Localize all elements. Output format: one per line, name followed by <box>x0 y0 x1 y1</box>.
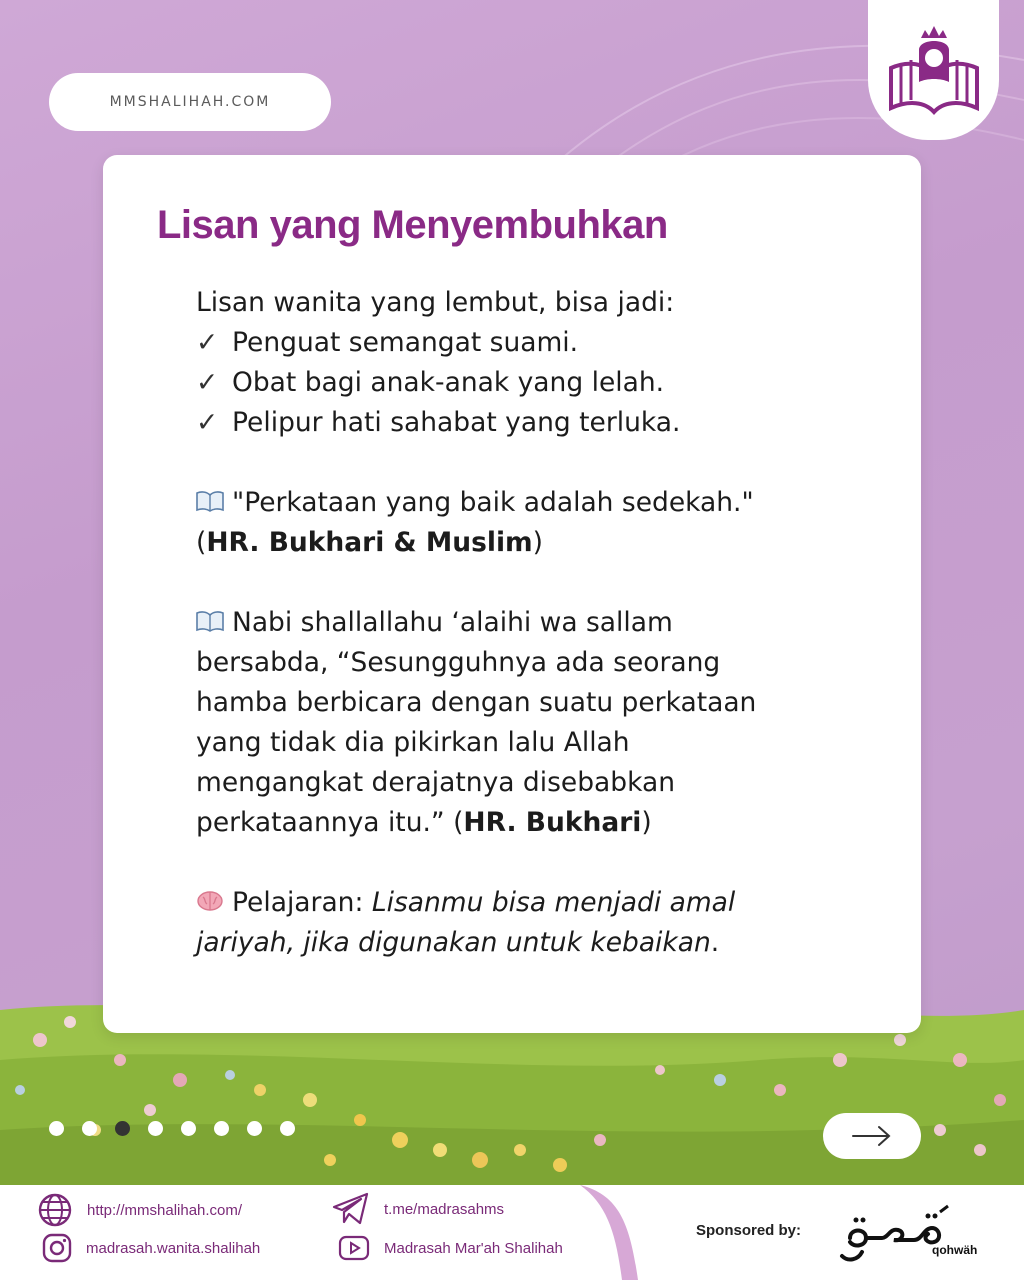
carousel-dot[interactable] <box>247 1121 262 1136</box>
carousel-dot[interactable] <box>82 1121 97 1136</box>
card-body <box>196 283 856 963</box>
telegram-icon <box>332 1192 370 1226</box>
hadith-quote: "Perkataan yang baik adalah sedekah." <box>196 483 856 523</box>
checkmark-icon: ✓ <box>196 327 219 358</box>
checklist-item: ✓ Penguat semangat suami. <box>196 323 856 363</box>
carousel-dot[interactable] <box>181 1121 196 1136</box>
brain-icon <box>196 890 224 912</box>
hadith-line: Nabi shallallahu ‘alaihi wa sallam <box>196 603 856 643</box>
footer-telegram-link[interactable]: t.me/madrasahms <box>332 1192 504 1226</box>
arrow-right-icon <box>851 1125 893 1147</box>
footer-instagram-link[interactable]: madrasah.wanita.shalihah <box>42 1233 260 1263</box>
checklist-item: ✓ Pelipur hati sahabat yang terluka. <box>196 403 856 443</box>
sponsor-label: Sponsored by: <box>696 1222 802 1239</box>
checkmark-icon: ✓ <box>196 367 219 398</box>
footer-youtube-link[interactable]: Madrasah Mar'ah Shalihah <box>338 1235 563 1261</box>
content-card <box>103 155 921 1033</box>
carousel-dots <box>49 1121 295 1136</box>
site-label-pill[interactable] <box>49 73 331 131</box>
page-title: Lisan yang Menyembuhkan <box>157 203 668 247</box>
hadith-source: (HR. Bukhari & Muslim) <box>196 527 543 558</box>
open-book-icon <box>196 610 224 632</box>
youtube-icon <box>338 1235 370 1261</box>
carousel-dot[interactable] <box>214 1121 229 1136</box>
checklist-item: ✓ Obat bagi anak-anak yang lelah. <box>196 363 856 403</box>
carousel-dot[interactable] <box>49 1121 64 1136</box>
hadith-line: bersabda, “Sesungguhnya ada seorang <box>196 647 721 678</box>
hadith-line: hamba berbicara dengan suatu perkataan <box>196 687 757 718</box>
open-book-icon <box>196 490 224 512</box>
hadith-line: perkataannya itu.” (HR. Bukhari) <box>196 807 652 838</box>
brand-logo-badge <box>868 0 999 140</box>
lesson-line: Pelajaran: Lisanmu bisa menjadi amal <box>196 883 856 923</box>
site-label: MMSHALIHAH.COM <box>109 94 271 110</box>
footer-website-link[interactable]: http://mmshalihah.com/ <box>37 1192 242 1228</box>
sponsor-name: qohwäh <box>932 1243 978 1257</box>
next-button[interactable] <box>823 1113 921 1159</box>
book-crown-logo-icon <box>879 20 989 120</box>
carousel-dot[interactable] <box>280 1121 295 1136</box>
instagram-icon <box>42 1233 72 1263</box>
intro-text: Lisan wanita yang lembut, bisa jadi: <box>196 287 675 318</box>
hadith-line: mengangkat derajatnya disebabkan <box>196 767 676 798</box>
lesson-line: jariyah, jika digunakan untuk kebaikan. <box>196 927 720 958</box>
hadith-line: yang tidak dia pikirkan lalu Allah <box>196 727 630 758</box>
globe-icon <box>37 1192 73 1228</box>
footer-swoosh <box>560 1185 680 1280</box>
carousel-dot[interactable] <box>148 1121 163 1136</box>
checkmark-icon: ✓ <box>196 407 219 438</box>
carousel-dot-active[interactable] <box>115 1121 130 1136</box>
